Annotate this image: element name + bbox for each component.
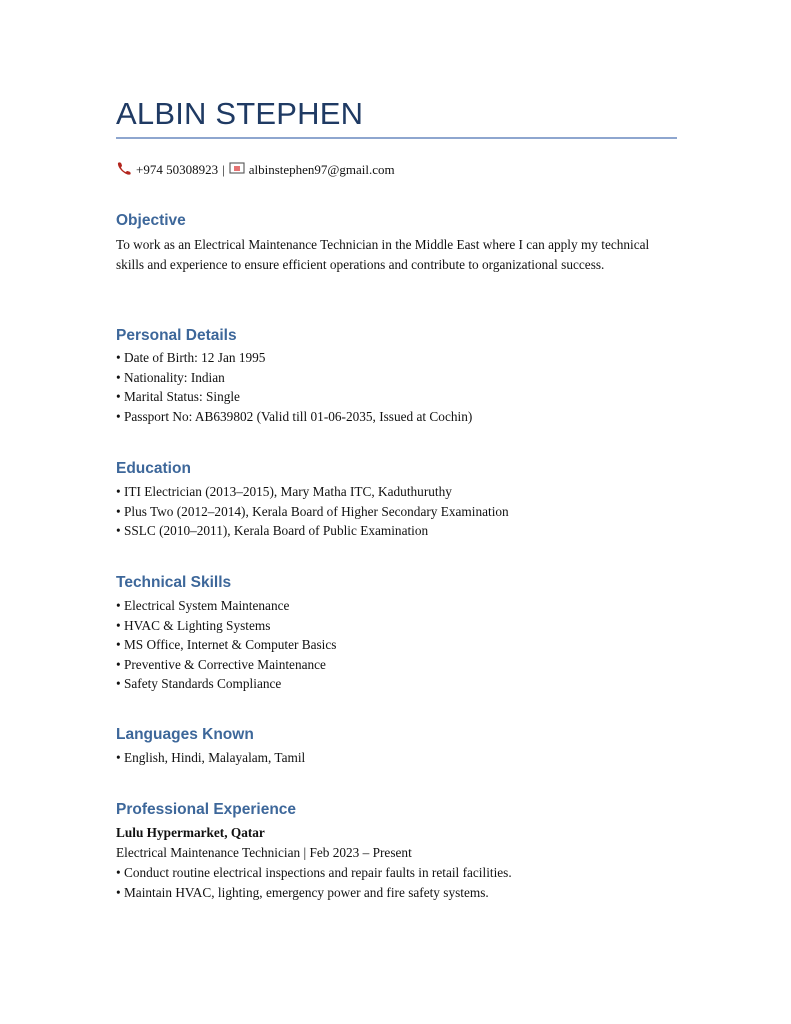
personal-details-list xyxy=(116,348,472,426)
list-item: • Electrical System Maintenance xyxy=(116,596,336,616)
header-divider xyxy=(116,137,677,139)
list-item: • Conduct routine electrical inspections and repair faults in retail facilities. xyxy=(116,863,512,883)
education-list xyxy=(116,482,509,541)
languages-list xyxy=(116,748,305,768)
technical-skills-list xyxy=(116,596,336,694)
objective-heading: Objective xyxy=(116,212,186,229)
email-address[interactable]: albinstephen97@gmail.com xyxy=(248,162,395,177)
personal-details-heading: Personal Details xyxy=(116,327,237,344)
employer-name: Lulu Hypermarket, Qatar xyxy=(116,825,265,840)
phone-number: +974 50308923 xyxy=(136,162,219,177)
list-item: • ITI Electrician (2013–2015), Mary Matha ITC, Kaduthuruthy xyxy=(116,482,509,502)
job-role: Electrical Maintenance Technician | Feb 2023 – Present xyxy=(116,845,412,860)
list-item: • SSLC (2010–2011), Kerala Board of Public Examination xyxy=(116,521,509,541)
contact-line xyxy=(116,161,395,179)
list-item: • MS Office, Internet & Computer Basics xyxy=(116,635,336,655)
technical-skills-heading: Technical Skills xyxy=(116,574,232,591)
list-item: • English, Hindi, Malayalam, Tamil xyxy=(116,748,305,768)
candidate-name: ALBIN STEPHEN xyxy=(116,96,364,131)
experience-heading: Professional Experience xyxy=(116,801,297,818)
list-item: • Plus Two (2012–2014), Kerala Board of Higher Secondary Examination xyxy=(116,502,509,522)
list-item: • Maintain HVAC, lighting, emergency power and fire safety systems. xyxy=(116,883,512,903)
list-item: • Preventive & Corrective Maintenance xyxy=(116,655,336,675)
objective-text: To work as an Electrical Maintenance Technician in the Middle East where I can apply my technical skills and experience to ensure efficient operations and contribute to organizational success. xyxy=(116,237,650,272)
list-item: • Safety Standards Compliance xyxy=(116,674,336,694)
email-icon xyxy=(229,161,245,179)
list-item: • Nationality: Indian xyxy=(116,368,472,388)
list-item: • HVAC & Lighting Systems xyxy=(116,616,336,636)
experience-list xyxy=(116,863,512,902)
list-item: • Marital Status: Single xyxy=(116,387,472,407)
education-heading: Education xyxy=(116,460,191,477)
contact-separator: | xyxy=(222,162,225,177)
list-item: • Date of Birth: 12 Jan 1995 xyxy=(116,348,472,368)
list-item: • Passport No: AB639802 (Valid till 01-06-2035, Issued at Cochin) xyxy=(116,407,472,427)
phone-icon xyxy=(116,161,132,179)
languages-heading: Languages Known xyxy=(116,726,254,743)
